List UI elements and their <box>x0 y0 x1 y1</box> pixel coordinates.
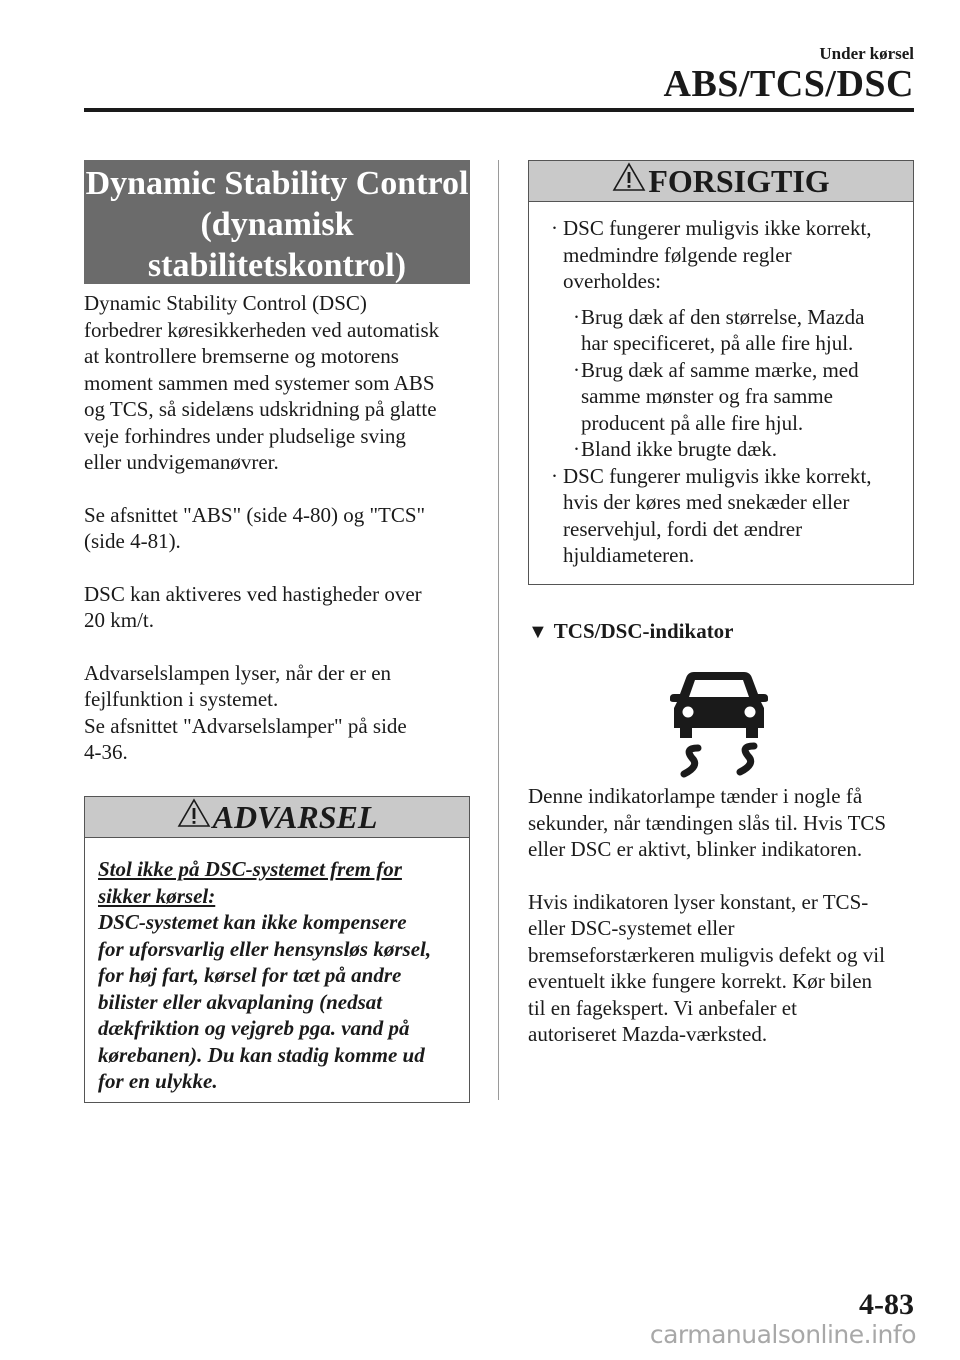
warning-header <box>85 797 469 838</box>
bullet-dot: · <box>551 463 558 488</box>
chapter-label: Under kørsel <box>819 44 914 63</box>
text-line: 20 km/t. <box>84 608 155 632</box>
text-line: Se afsnittet "Advarselslamper" på side <box>84 713 407 738</box>
bullet-dot: · <box>573 357 580 382</box>
indicator-body-text <box>528 783 928 1074</box>
text-line: autoriseret Mazda-værksted. <box>528 1022 768 1046</box>
text-line: Dynamic Stability Control (DSC) <box>84 291 367 315</box>
warning-line: DSC-systemet kan ikke kompensere <box>98 910 407 934</box>
bullet-line: Bland ikke brugte dæk. <box>581 437 777 461</box>
indicator-heading-text: TCS/DSC-indikator <box>553 619 734 643</box>
bullet-line: DSC fungerer muligvis ikke korrekt, <box>563 463 872 488</box>
warning-line: for uforsvarlig eller hensynsløs kørsel, <box>98 936 432 961</box>
sub-bullet-item <box>529 436 913 463</box>
text-line: Se afsnittet "ABS" (side 4-80) og "TCS" <box>84 502 426 527</box>
topic-title-line: (dynamisk <box>200 206 354 243</box>
text-line: Advarselslampen lyser, når der er en <box>84 660 392 685</box>
caution-header <box>529 161 913 202</box>
warning-box <box>84 796 470 1103</box>
text-line: at kontrollere bremserne og motorens <box>84 344 399 368</box>
text-line: forbedrer køresikkerheden ved automatisk <box>84 317 440 342</box>
bullet-line: reservehjul, fordi det ændrer <box>563 516 803 541</box>
text-line: eller DSC-systemet eller <box>528 916 735 940</box>
text-line: Denne indikatorlampe tænder i nogle få <box>528 784 863 808</box>
text-line: sekunder, når tændingen slås til. Hvis TCS <box>528 810 887 835</box>
bullet-dot: · <box>573 304 580 329</box>
text-line: fejlfunktion i systemet. <box>84 687 279 711</box>
warning-line: sikker kørsel: <box>98 883 216 908</box>
column-divider <box>498 160 499 1100</box>
bullet-item <box>529 215 913 295</box>
bullet-line: medmindre følgende regler <box>563 242 792 267</box>
text-line: eventuelt ikke fungere korrekt. Kør bilen <box>528 969 873 993</box>
warning-line: for en ulykke. <box>98 1069 218 1093</box>
topic-title-box <box>84 160 470 284</box>
section-title: ABS/TCS/DSC <box>663 63 914 105</box>
warning-line: dækfriktion og vejgreb pga. vand på <box>98 1016 410 1040</box>
warning-triangle-icon <box>612 161 646 201</box>
warning-line: bilister eller akvaplaning (nedsat <box>98 989 383 1014</box>
indicator-heading <box>528 619 734 644</box>
text-line: 4-36. <box>84 740 128 764</box>
paragraph-reference <box>84 502 484 555</box>
paragraph-warning-lamp <box>84 660 484 766</box>
paragraph-intro <box>84 290 484 476</box>
topic-title-line: stabilitetskontrol) <box>147 247 407 284</box>
bullet-line: Brug dæk af samme mærke, med <box>581 357 859 382</box>
bullet-line: samme mønster og fra samme <box>581 384 833 408</box>
paragraph-indicator-fault <box>528 889 928 1048</box>
caution-text <box>529 202 913 569</box>
text-line: (side 4-81). <box>84 529 181 553</box>
paragraph-indicator-lamp <box>528 783 928 863</box>
sub-bullet-item <box>529 304 913 357</box>
watermark: carmanualsonline.info <box>649 1320 916 1349</box>
warning-line: for høj fart, kørsel for tæt på andre <box>98 963 402 987</box>
warning-text <box>85 838 469 1095</box>
header-rule <box>84 108 914 112</box>
warning-label: ADVARSEL <box>212 799 378 835</box>
bullet-line: Brug dæk af den størrelse, Mazda <box>581 304 865 329</box>
topic-title-line: Dynamic Stability Control <box>85 165 469 202</box>
bullet-line: har specificeret, på alle fire hjul. <box>581 331 854 355</box>
text-line: bremseforstærkeren muligvis defekt og vil <box>528 942 885 967</box>
warning-line: kørebanen). Du kan stadig komme ud <box>98 1042 425 1067</box>
bullet-line: hvis der køres med snekæder eller <box>563 490 850 514</box>
bullet-dot: · <box>551 216 558 240</box>
text-line: veje forhindres under pludselige sving <box>84 423 406 448</box>
paragraph-speed <box>84 581 484 634</box>
caution-label: FORSIGTIG <box>648 163 830 199</box>
text-line: eller undvigemanøvrer. <box>84 450 279 474</box>
bullet-item <box>529 463 913 569</box>
caution-box <box>528 160 914 585</box>
warning-line: Stol ikke på DSC-systemet frem for <box>98 857 402 881</box>
text-line: til en fagekspert. Vi anbefaler et <box>528 995 797 1020</box>
bullet-line: hjuldiameteren. <box>563 543 695 567</box>
sub-bullet-item <box>529 357 913 437</box>
text-line: moment sammen med systemer som ABS <box>84 370 435 395</box>
page-number: 4-83 <box>859 1288 914 1321</box>
bullet-line: DSC fungerer muligvis ikke korrekt, <box>563 216 872 240</box>
bullet-line: overholdes: <box>563 269 661 293</box>
text-line: eller DSC er aktivt, blinker indikatoren. <box>528 837 863 861</box>
skidding-car-icon <box>664 664 774 778</box>
text-line: DSC kan aktiveres ved hastigheder over <box>84 581 422 606</box>
warning-triangle-icon <box>177 797 211 837</box>
text-line: Hvis indikatoren lyser konstant, er TCS- <box>528 889 869 914</box>
bullet-line: producent på alle fire hjul. <box>581 410 804 435</box>
text-line: og TCS, så sidelæns udskridning på glatte <box>84 397 437 421</box>
section-arrow-icon: ▼ <box>528 621 548 643</box>
bullet-dot: · <box>573 437 580 461</box>
left-body-text <box>84 290 484 792</box>
